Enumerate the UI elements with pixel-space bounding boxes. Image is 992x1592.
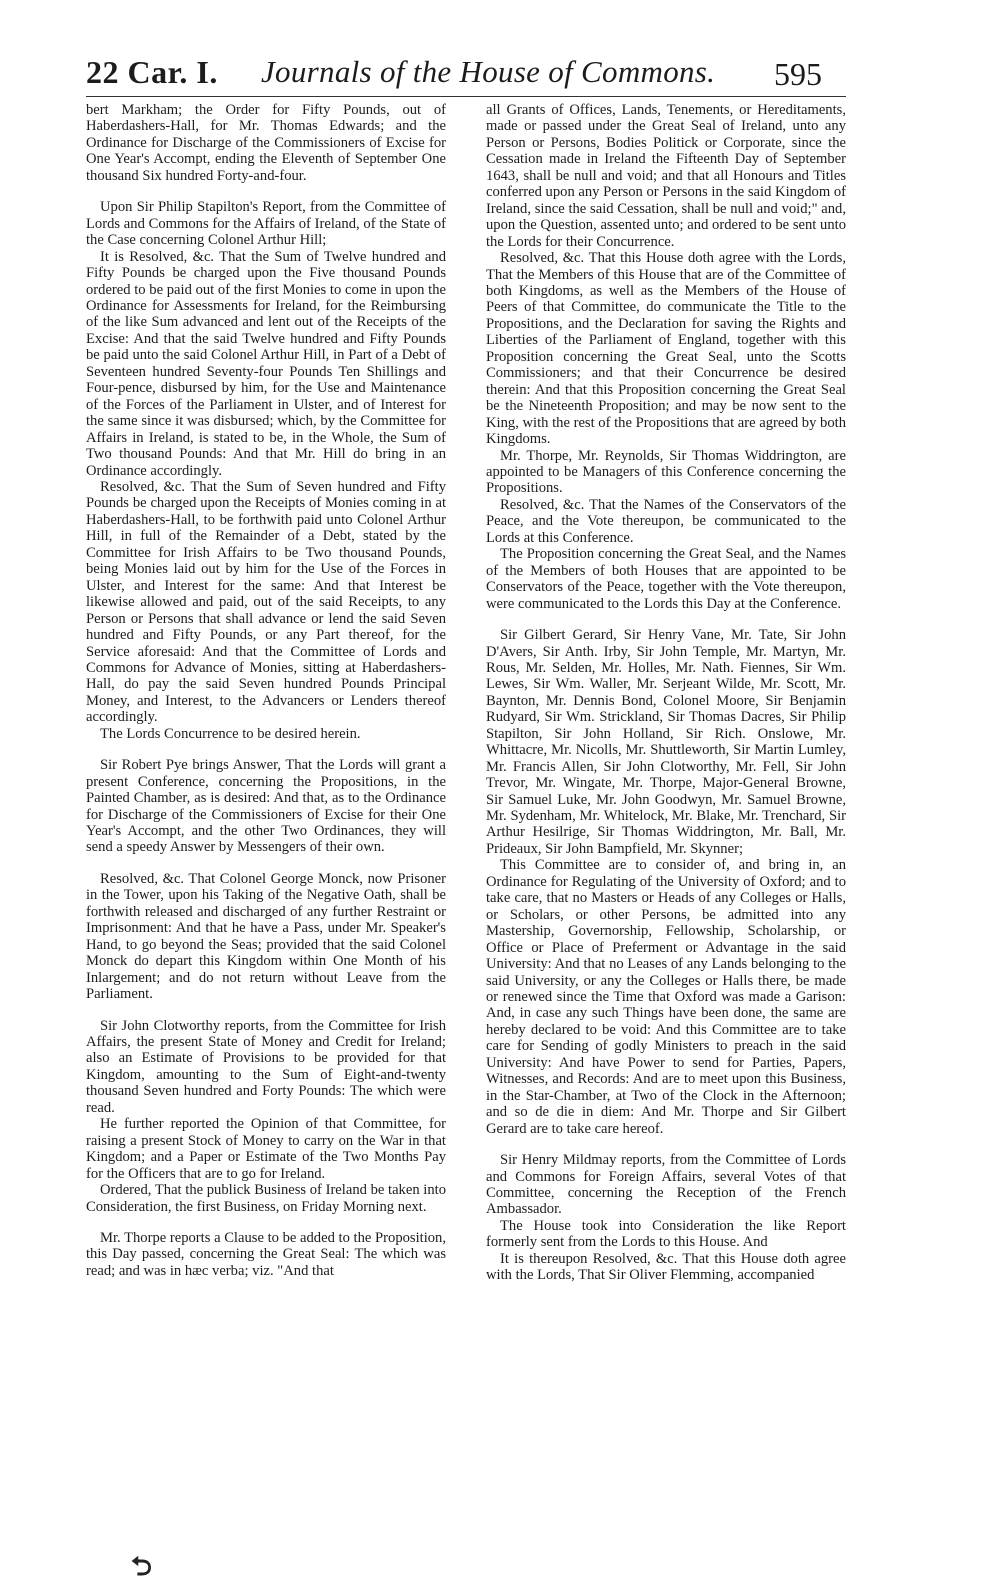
journal-title: Journals of the House of Commons. [261,54,716,89]
paragraph: This Committee are to consider of, and bring in, an Ordinance for Regulating of the University of Oxford; and to take care, that no Masters or Heads of any Colleges or Halls, or Scholars, or other Persons, be admitted into any Mastership, Governorship, Fellowship, Scholarship, or Office or Place of Preferment or Advantage in the said University: And that no Leases of any Lands belonging to the said University, or any the Colleges or Halls there, be made or renewed since the Time that Oxford was made a Garison: And, in case any such Things have been done, the same are hereby declared to be void: And this Committee are to take care for Sending of godly Ministers to preach in the said University: And have Power to send for Parties, Papers, Witnesses, and Records: And are to meet upon this Business, in the Star-Chamber, at Two of the Clock in the Afternoon; and so de die in diem: And Mr. Thorpe and Sir Gilbert Gerard are to take care hereof. [486,857,846,1137]
paragraph: The House took into Consideration the like Report formerly sent from the Lords to this House. And [486,1217,846,1251]
paragraph: Mr. Thorpe reports a Clause to be added to the Proposition, this Day passed, concerning the Great Seal: The which was read; and was in hæc verba; viz. "And that [86,1230,446,1279]
printers-mark-icon: ⮌ [131,1552,152,1581]
paragraph: It is thereupon Resolved, &c. That this House doth agree with the Lords, That Sir Oliver Flemming, accompanied [486,1250,846,1284]
page-number: 595 [774,56,822,92]
paragraph: Sir Henry Mildmay reports, from the Committee of Lords and Commons for Foreign Affairs, several Votes of that Committee, concerning the Reception of the French Ambassador. [486,1152,846,1218]
paragraph: Resolved, &c. That Colonel George Monck, now Prisoner in the Tower, upon his Taking of the Negative Oath, shall be forthwith released and discharged of any further Restraint or Imprisonment: And that he have a Pass, under Mr. Speaker's Hand, to go beyond the Seas; provided that the said Colonel Monck do depart this Kingdom within One Month of his Inlargement; and do not return without Leave from the Parliament. [86,870,446,1003]
page-header [86,52,846,97]
paragraph: Sir Robert Pye brings Answer, That the Lords will grant a present Conference, concerning the Propositions, in the Painted Chamber, as is desired: And that, as to the Ordinance for Discharge of the Commissioners of Excise for their One Year's Accompt, and the other Two Ordinances, they will send a speedy Answer by Messengers of their own. [86,757,446,856]
paragraph: Mr. Thorpe, Mr. Reynolds, Sir Thomas Widdrington, are appointed to be Managers of this Conference concerning the Propositions. [486,447,846,497]
paragraph: Resolved, &c. That the Sum of Seven hundred and Fifty Pounds be charged upon the Receipts of Monies coming in at Haberdashers-Hall, to be forthwith paid unto Colonel Arthur Hill, in full of the Remainder of a Debt, stated by the Committee for Irish Affairs to be Two thousand Pounds, being Monies laid out by him for the Use of the Forces in Ulster, and Interest for the same: And that Interest be likewise allowed and paid, out of the said Receipts, to any Person or Persons that shall advance or lend the said Seven hundred and Fifty Pounds, or any Part thereof, for the Service aforesaid: And that the Committee of Lords and Commons for Advance of Monies, sitting at Haberdashers-Hall, do pay the said Seven hundred Pounds Principal Money, and Interest, to the Advancers or Lenders thereof accordingly. [86,478,446,726]
paragraph: Resolved, &c. That this House doth agree with the Lords, That the Members of this House that are of the Committee of both Kingdoms, as well as the Members of the House of Peers of that Committee, do communicate the Title to the Propositions, and the Declaration for saving the Rights and Liberties of the Parliament of England, together with this Proposition concerning the Great Seal, unto the Scotts Commissioners; and that their Concurrence be desired therein: And that this Proposition concerning the Great Seal be the Nineteenth Proposition; and may be now sent to the King, with the rest of the Propositions that are agreed by both Kingdoms. [486,250,846,448]
regnal-year: 22 Car. I. [86,54,218,90]
paragraph: bert Markham; the Order for Fifty Pounds, out of Haberdashers-Hall, for Mr. Thomas Edwards; and the Ordinance for Discharge of the Commissioners of Excise for One Year's Accompt, ending the Eleventh of September One thousand Six hundred Forty-and-four. [86,102,446,184]
paragraph: The Lords Concurrence to be desired herein. [100,725,361,742]
paragraph: Ordered, That the publick Business of Ireland be taken into Consideration, the first Business, on Friday Morning next. [86,1182,446,1215]
paragraph: Sir Gilbert Gerard, Sir Henry Vane, Mr. Tate, Sir John D'Avers, Sir Anth. Irby, Sir John Temple, Mr. Martyn, Mr. Rous, Mr. Selden, Mr. Holles, Mr. Nath. Fiennes, Sir Wm. Lewes, Sir Wm. Waller, Mr. Serjeant Wilde, Mr. Scott, Mr. Baynton, Mr. Dennis Bond, Colonel Moore, Sir Benjamin Rudyard, Sir Wm. Strickland, Sir Thomas Dacres, Sir Philip Stapilton, Sir John Holland, Sir Rich. Onslowe, Mr. Whittacre, Mr. Nicolls, Mr. Shuttleworth, Sir Martin Lumley, Mr. Francis Allen, Sir John Clotworthy, Mr. Fell, Sir John Trevor, Mr. Wingate, Mr. Thorpe, Major-General Browne, Sir Samuel Luke, Mr. John Goodwyn, Mr. Samuel Browne, Mr. Sydenham, Mr. Whitelock, Mr. Blake, Mr. Trenchard, Sir Arthur Hesilrige, Sir Thomas Widdrington, Mr. Ball, Mr. Prideaux, Sir John Bampfield, Mr. Skynner; [486,627,846,857]
paragraph: It is Resolved, &c. That the Sum of Twelve hundred and Fifty Pounds be charged upon the Five thousand Pounds ordered to be paid out of the first Monies to come in upon the Ordinance for Assessments for Ireland, for the Reimbursing of the like Sum advanced and lent out of the Receipts of the Excise: And that the said Twelve hundred and Fifty Pounds be paid unto the said Colonel Arthur Hill, in Part of a Debt of Seventeen hundred Seventy-four Pounds Ten Shillings and Four-pence, disbursed by him, for the Use and Maintenance of the Forces of the Parliament in Ulster, and of Interest for the same since it was disbursed; which, by the Committee for Affairs in Ireland, is stated to be, in the Whole, the Sum of Two thousand Pounds: And that Mr. Hill do bring in an Ordinance accordingly. [86,248,446,479]
paragraph: He further reported the Opinion of that Committee, for raising a present Stock of Money to carry on the War in that Kingdom; and a Paper or Estimate of the Two Months Pay for the Officers that are to go for Ireland. [86,1116,446,1182]
paragraph: Upon Sir Philip Stapilton's Report, from the Committee of Lords and Commons for the Affairs of Ireland, of the State of the Case concerning Colonel Arthur Hill; [86,199,446,249]
paragraph: The Proposition concerning the Great Seal, and the Names of the Members of both Houses that are appointed to be Conservators of the Peace, together with the Vote thereupon, were communicated to the Lords this Day at the Conference. [486,546,846,612]
paragraph: Resolved, &c. That the Names of the Conservators of the Peace, and the Vote thereupon, be communicated to the Lords at this Conference. [486,496,846,546]
left-column [86,102,446,1279]
right-column [486,102,846,1284]
paragraph: Sir John Clotworthy reports, from the Committee for Irish Affairs, the present State of Money and Credit for Ireland; also an Estimate of Provisions to be provided for that Kingdom, amounting to the Sum of Eight-and-twenty thousand Seven hundred and Forty Pounds: The which were read. [86,1017,446,1116]
paragraph: all Grants of Offices, Lands, Tenements, or Hereditaments, made or passed under the Great Seal of Ireland, unto any Person or Persons, Bodies Politick or Corporate, since the Cessation made in Ireland the Fifteenth Day of September 1643, shall be null and void; and that all Honours and Titles conferred upon any Person or Persons in the said Kingdom of Ireland, since the said Cessation, shall be null and void;" and, upon the Question, assented unto; and ordered to be sent unto the Lords for their Concurrence. [486,102,846,250]
